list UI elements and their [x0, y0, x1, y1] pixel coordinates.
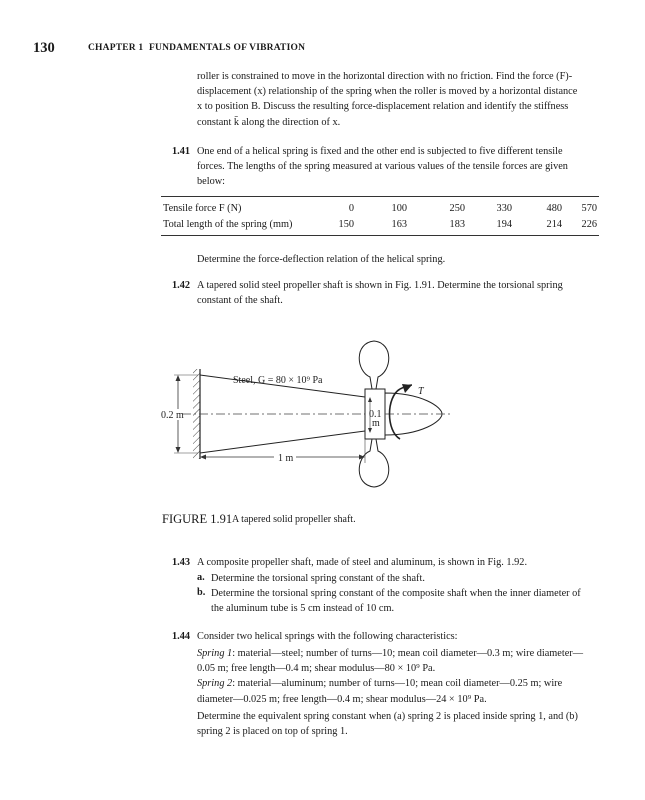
problem-number-1-43: 1.43 [172, 557, 191, 568]
p141-followup: Determine the force-deflection relation of the helical spring. [197, 254, 446, 265]
prev-line-3: x to position B. Discuss the resulting force-displacement relation and identify the stiffness [197, 101, 569, 113]
right-diameter-label-bottom: m [372, 418, 380, 429]
prev-problem-text [197, 69, 599, 130]
p144-spring-1 [197, 646, 599, 707]
left-diameter-label: 0.2 m [161, 410, 184, 421]
figure-number: FIGURE 1.91 [162, 512, 233, 526]
p143-part-a-label: a. [197, 572, 205, 583]
table-cell: 250 [449, 203, 465, 214]
p144-final-line-2: spring 2 is placed on top of spring 1. [197, 726, 348, 738]
prev-line-2: displacement (x) relationship of the spring when the roller is moved by a horizontal distance [197, 86, 578, 98]
torque-label: T [418, 386, 424, 397]
prev-line-1: roller is constrained to move in the horizontal direction with no friction. Find the force (F)- [197, 71, 573, 82]
p143-part-a-text: Determine the torsional spring constant of the shaft. [211, 573, 425, 584]
prev-line-4: constant k̄ along the direction of x. [197, 116, 341, 128]
problem-number-1-41: 1.41 [172, 146, 191, 157]
chapter-label: CHAPTER 1 [88, 43, 144, 53]
p142-line-2: constant of the shaft. [197, 295, 283, 307]
arrow-head [176, 447, 181, 453]
spring-2-line-1: : material—aluminum; number of turns—10; mean coil diameter—0.25 m; wire [232, 678, 563, 690]
right-diameter-label-top: 0.1 [369, 409, 382, 420]
table-bottom-rule [161, 235, 599, 236]
table-cell: 480 [546, 203, 562, 214]
chapter-title: FUNDAMENTALS OF VIBRATION [149, 43, 306, 53]
page-number: 130 [33, 40, 55, 56]
table-cell: 226 [581, 219, 597, 230]
p141-line-2: forces. The lengths of the spring measured at various values of the tensile forces are given [197, 161, 568, 173]
length-label: 1 m [278, 453, 294, 464]
arrow-head [176, 375, 181, 381]
p143-b-line-2: the aluminum tube is 5 cm instead of 10 cm. [211, 603, 395, 615]
table-cell: 570 [581, 203, 597, 214]
p143-intro: A composite propeller shaft, made of steel and aluminum, is shown in Fig. 1.92. [197, 557, 528, 568]
table-cell: 100 [391, 203, 407, 214]
problem-number-1-42: 1.42 [172, 280, 191, 291]
p141-line-3: below: [197, 176, 226, 188]
table-cell: 194 [496, 219, 512, 230]
p144-intro: Consider two helical springs with the following characteristics: [197, 631, 458, 642]
spring-1-line-1: : material—steel; number of turns—10; mean coil diameter—0.3 m; wire diameter— [232, 648, 584, 659]
p143-part-b-label: b. [197, 587, 206, 598]
spring-2-name: Spring 2 [197, 678, 233, 690]
problem-number-1-44: 1.44 [172, 631, 191, 642]
propeller-blade-bottom [359, 439, 389, 487]
spring-2-line-2: diameter—0.025 m; free length—0.4 m; shear modulus—24 × 10⁹ Pa. [197, 693, 487, 705]
propeller-blade-top [359, 341, 389, 389]
spring-1-name: Spring 1 [197, 648, 233, 659]
spring-1-line-2: 0.05 m; free length—0.4 m; shear modulus—80 × 10⁹ Pa. [197, 663, 436, 675]
table-cell: 150 [338, 219, 354, 230]
table-row1-label: Tensile force F (N) [163, 203, 242, 214]
problem-1-41-text [197, 144, 599, 190]
p144-final-line-1: Determine the equivalent spring constant when (a) spring 2 is placed inside spring 1, and (b) [197, 711, 578, 722]
table-cell: 183 [449, 219, 465, 230]
problem-1-42-text [197, 278, 599, 308]
p142-line-1: A tapered solid steel propeller shaft is shown in Fig. 1.91. Determine the torsional spring [197, 280, 563, 291]
table-cell: 163 [391, 219, 407, 230]
material-label: Steel, G = 80 × 10⁹ Pa [233, 375, 323, 386]
p143-b-line-1: Determine the torsional spring constant of the composite shaft when the inner diameter of [211, 588, 581, 599]
p144-question [197, 709, 599, 739]
table-cell: 214 [546, 219, 562, 230]
p141-line-1: One end of a helical spring is fixed and the other end is subjected to five different tensile [197, 146, 563, 157]
table-cell: 330 [496, 203, 512, 214]
shaft-bottom-edge [200, 431, 365, 453]
figure-caption: A tapered solid propeller shaft. [232, 514, 356, 525]
table-row2-label: Total length of the spring (mm) [163, 219, 293, 230]
p143-part-b-text [211, 586, 599, 616]
table-cell: 0 [348, 203, 354, 214]
arrow-head [200, 455, 206, 460]
table-top-rule [161, 196, 599, 197]
figure-1-91 [160, 335, 460, 505]
